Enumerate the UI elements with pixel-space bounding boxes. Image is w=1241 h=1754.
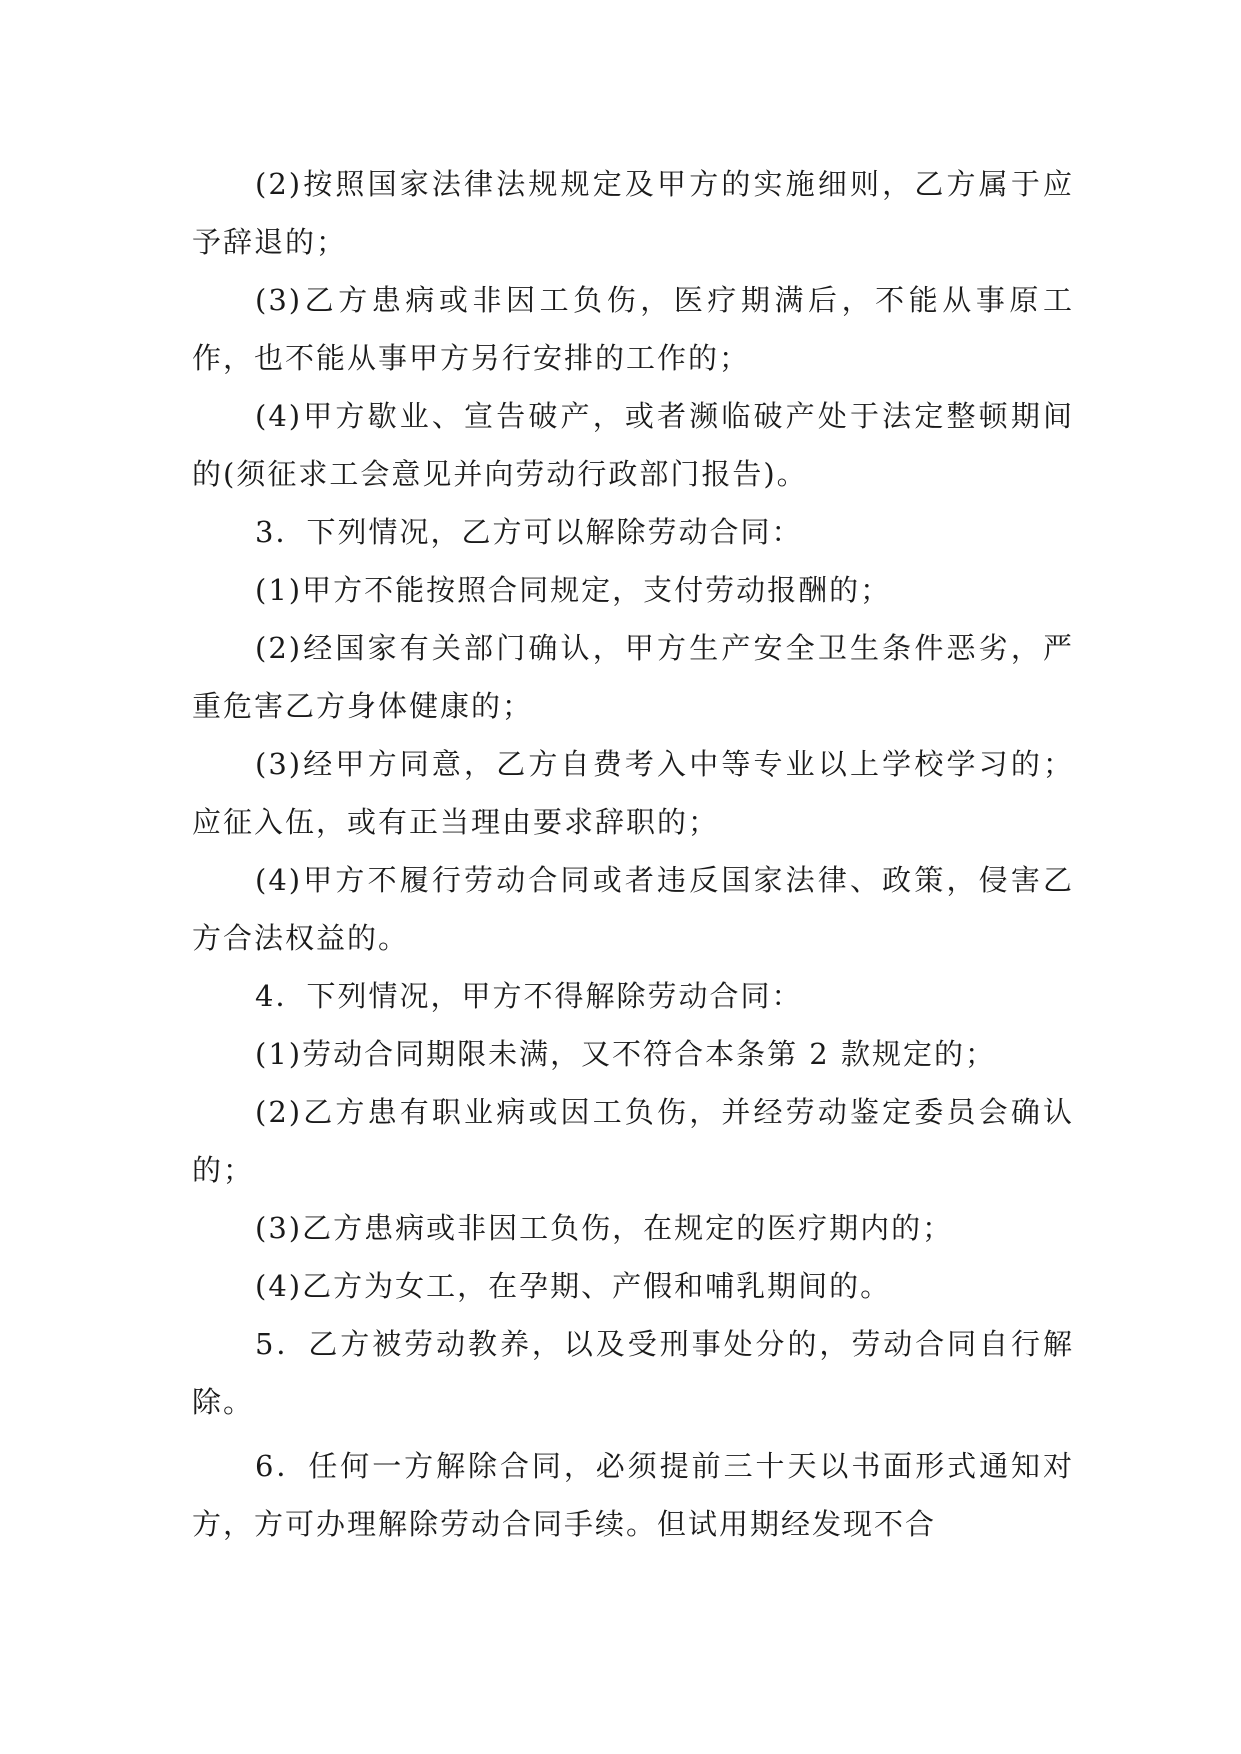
section-heading-3: 3．下列情况，乙方可以解除劳动合同：	[255, 515, 803, 549]
document-page	[192, 155, 1074, 1553]
section-heading-6: 6．任何一方解除合同，必须提前三十天以书面形式通知对方，方可办理解除劳动合同手续。但试用期经发现不合	[192, 1449, 1074, 1541]
paragraph-no-terminate-1: (1)劳动合同期限未满，又不符合本条第 2 款规定的；	[255, 1037, 996, 1071]
paragraph-dismissal-4: (4)甲方歇业、宣告破产，或者濒临破产处于法定整顿期间的(须征求工会意见并向劳动行政部门报告)。	[192, 399, 1074, 491]
paragraph-dismissal-2: (2)按照国家法律法规规定及甲方的实施细则，乙方属于应予辞退的；	[192, 167, 1074, 259]
section-heading-4: 4．下列情况，甲方不得解除劳动合同：	[255, 979, 803, 1013]
paragraph-no-terminate-4: (4)乙方为女工，在孕期、产假和哺乳期间的。	[255, 1269, 892, 1303]
paragraph-employee-terminate-1: (1)甲方不能按照合同规定，支付劳动报酬的；	[255, 573, 892, 607]
paragraph-no-terminate-2: (2)乙方患有职业病或因工负伤，并经劳动鉴定委员会确认的；	[192, 1095, 1074, 1187]
paragraph-dismissal-3: (3)乙方患病或非因工负伤，医疗期满后，不能从事原工作，也不能从事甲方另行安排的工作的；	[192, 283, 1074, 375]
paragraph-employee-terminate-3: (3)经甲方同意，乙方自费考入中等专业以上学校学习的；应征入伍，或有正当理由要求辞职的；	[192, 747, 1074, 839]
paragraph-employee-terminate-4: (4)甲方不履行劳动合同或者违反国家法律、政策，侵害乙方合法权益的。	[192, 863, 1074, 955]
paragraph-employee-terminate-2: (2)经国家有关部门确认，甲方生产安全卫生条件恶劣，严重危害乙方身体健康的；	[192, 631, 1074, 723]
paragraph-no-terminate-3: (3)乙方患病或非因工负伤，在规定的医疗期内的；	[255, 1211, 954, 1245]
section-heading-5: 5．乙方被劳动教养，以及受刑事处分的，劳动合同自行解除。	[192, 1327, 1074, 1419]
